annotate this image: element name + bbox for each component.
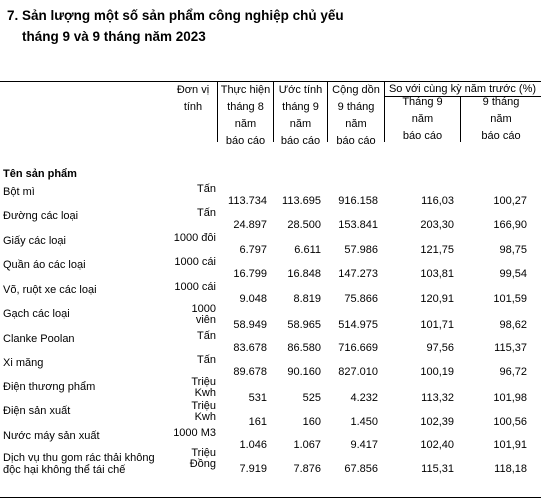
- value-yoy-september: 121,75: [420, 244, 454, 256]
- value-yoy-september: 103,81: [420, 268, 454, 280]
- header-actual-august: Thực hiện tháng 8 năm báo cáo: [220, 84, 271, 147]
- value-cumulative-9-months: 57.986: [344, 244, 378, 256]
- value-yoy-september: 203,30: [420, 219, 454, 231]
- value-cumulative-9-months: 1.450: [350, 416, 378, 428]
- value-actual-august: 113.734: [228, 195, 267, 207]
- product-name: Clanke Poolan: [3, 333, 75, 345]
- value-estimate-september: 86.580: [287, 342, 321, 354]
- value-estimate-september: 7.876: [293, 463, 321, 475]
- unit-of-measure: Triệu Kwh: [191, 400, 216, 423]
- value-actual-august: 1.046: [239, 439, 267, 451]
- value-cumulative-9-months: 514.975: [338, 319, 378, 331]
- value-actual-august: 16.799: [233, 268, 267, 280]
- value-yoy-9-months: 99,54: [499, 268, 527, 280]
- value-yoy-9-months: 115,37: [494, 342, 527, 354]
- value-yoy-september: 115,31: [421, 463, 454, 475]
- table-bottom-rule: [0, 497, 541, 498]
- value-estimate-september: 1.067: [293, 439, 321, 451]
- product-name: Gạch các loại: [3, 308, 70, 320]
- product-name: Bột mì: [3, 186, 35, 198]
- value-cumulative-9-months: 147.273: [338, 268, 378, 280]
- value-cumulative-9-months: 716.669: [338, 342, 378, 354]
- value-cumulative-9-months: 67.856: [344, 463, 378, 475]
- value-estimate-september: 8.819: [293, 293, 321, 305]
- value-estimate-september: 28.500: [287, 219, 321, 231]
- value-cumulative-9-months: 827.010: [338, 366, 378, 378]
- unit-of-measure: 1000 đôi: [173, 232, 216, 244]
- value-actual-august: 531: [248, 392, 267, 404]
- value-actual-august: 7.919: [239, 463, 267, 475]
- unit-of-measure: Tấn: [197, 207, 216, 219]
- header-compare-9-months: 9 tháng năm báo cáo: [481, 96, 521, 142]
- value-estimate-september: 90.160: [287, 366, 321, 378]
- value-estimate-september: 6.611: [294, 244, 321, 256]
- header-estimate-september: Ước tính tháng 9 năm báo cáo: [278, 84, 323, 147]
- unit-of-measure: 1000 cái: [174, 256, 216, 268]
- unit-of-measure: 1000 viên: [191, 303, 216, 326]
- value-actual-august: 6.797: [239, 244, 267, 256]
- header-compare-september: Tháng 9 năm báo cáo: [402, 96, 443, 142]
- section-product-name: Tên sản phẩm: [3, 168, 77, 180]
- value-cumulative-9-months: 916.158: [338, 195, 378, 207]
- value-actual-august: 89.678: [233, 366, 267, 378]
- header-unit: Đơn vị tính: [176, 84, 210, 113]
- value-yoy-9-months: 100,27: [493, 195, 527, 207]
- value-yoy-september: 100,19: [420, 366, 454, 378]
- unit-of-measure: Triệu Kwh: [191, 376, 216, 399]
- product-name: Đường các loại: [3, 210, 79, 222]
- value-cumulative-9-months: 75.866: [344, 293, 378, 305]
- value-estimate-september: 58.965: [287, 319, 321, 331]
- value-yoy-9-months: 96,72: [499, 366, 527, 378]
- value-actual-august: 24.897: [233, 219, 267, 231]
- report-title: [7, 5, 344, 47]
- value-actual-august: 83.678: [233, 342, 267, 354]
- value-estimate-september: 525: [302, 392, 321, 404]
- value-estimate-september: 16.848: [287, 268, 321, 280]
- value-estimate-september: 113.695: [282, 195, 321, 207]
- header-compare-group: So với cùng kỳ năm trước (%): [388, 83, 537, 95]
- value-yoy-september: 113,32: [421, 392, 454, 404]
- value-cumulative-9-months: 153.841: [338, 219, 378, 231]
- product-name: Giấy các loại: [3, 235, 66, 247]
- value-yoy-9-months: 101,91: [493, 439, 527, 451]
- value-actual-august: 58.949: [233, 319, 267, 331]
- product-name: Dịch vụ thu gom rác thải không độc hại không thể tái chế: [3, 452, 155, 476]
- product-name: Điện sản xuất: [3, 405, 71, 417]
- product-name: Quần áo các loại: [3, 259, 86, 271]
- header-cumulative-9-months: Cộng dồn 9 tháng năm báo cáo: [332, 84, 380, 147]
- unit-of-measure: Tấn: [197, 330, 216, 342]
- value-yoy-9-months: 98,75: [499, 244, 527, 256]
- unit-of-measure: Tấn: [197, 183, 216, 195]
- value-estimate-september: 160: [302, 416, 321, 428]
- unit-of-measure: Triệu Đồng: [189, 447, 216, 470]
- value-yoy-9-months: 98,62: [499, 319, 527, 331]
- value-yoy-september: 120,91: [420, 293, 454, 305]
- value-yoy-9-months: 166,90: [493, 219, 527, 231]
- product-name: Nước máy sản xuất: [3, 430, 100, 442]
- value-actual-august: 161: [248, 416, 267, 428]
- value-yoy-september: 101,71: [420, 319, 454, 331]
- value-yoy-september: 116,03: [421, 195, 454, 207]
- value-yoy-9-months: 101,59: [493, 293, 527, 305]
- value-yoy-september: 97,56: [426, 342, 454, 354]
- product-name: Điện thương phẩm: [3, 381, 96, 393]
- unit-of-measure: 1000 cái: [174, 281, 216, 293]
- title-line-2: tháng 9 và 9 tháng năm 2023: [22, 29, 206, 44]
- value-yoy-9-months: 101,98: [493, 392, 527, 404]
- value-actual-august: 9.048: [239, 293, 267, 305]
- value-yoy-9-months: 100,56: [493, 416, 527, 428]
- product-name: Xi măng: [3, 357, 44, 369]
- product-name: Võ, ruột xe các loại: [3, 284, 97, 296]
- unit-of-measure: 1000 M3: [173, 427, 216, 439]
- unit-of-measure: Tấn: [197, 354, 216, 366]
- title-line-1: 7. Sản lượng một số sản phẩm công nghiệp chủ yếu: [7, 8, 344, 23]
- value-yoy-september: 102,40: [420, 439, 454, 451]
- value-yoy-september: 102,39: [420, 416, 454, 428]
- value-yoy-9-months: 118,18: [494, 463, 527, 475]
- value-cumulative-9-months: 4.232: [350, 392, 378, 404]
- value-cumulative-9-months: 9.417: [350, 439, 378, 451]
